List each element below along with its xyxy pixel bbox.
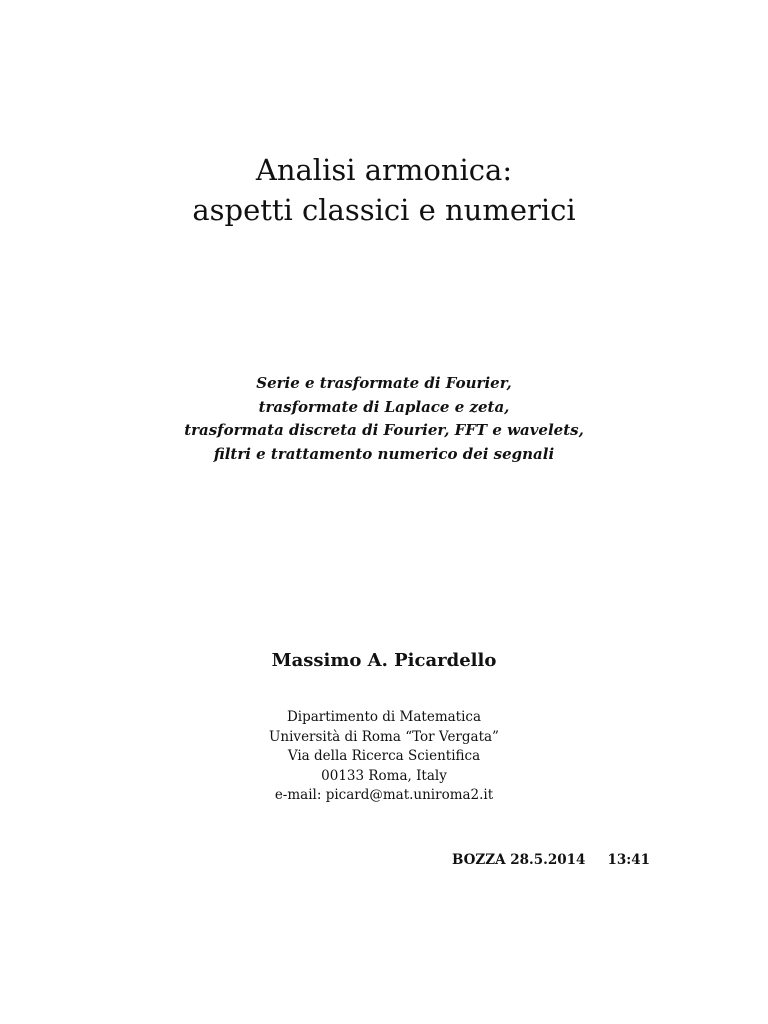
affiliation-email: e-mail: picard@mat.uniroma2.it bbox=[274, 787, 494, 803]
draft-label: BOZZA 28.5.2014 bbox=[451, 852, 586, 868]
subtitle-line-1: Serie e trasformate di Fourier, bbox=[256, 374, 512, 392]
document-title bbox=[0, 150, 768, 230]
affiliation-university: Università di Roma “Tor Vergata” bbox=[269, 728, 499, 745]
draft-time: 13:41 bbox=[607, 852, 650, 868]
affiliation-department: Dipartimento di Matematica bbox=[286, 709, 482, 725]
affiliation-city: 00133 Roma, Italy bbox=[321, 767, 447, 784]
subtitle-line-4: filtri e trattamento numerico dei segnali bbox=[213, 444, 555, 463]
author-name: Massimo A. Picardello bbox=[271, 650, 497, 671]
draft-stamp bbox=[452, 850, 650, 870]
author-affiliation bbox=[0, 708, 768, 806]
document-subtitle bbox=[0, 372, 768, 466]
subtitle-line-3: trasformata discreta di Fourier, FFT e wavelets, bbox=[184, 421, 584, 439]
subtitle-line-2: trasformate di Laplace e zeta, bbox=[258, 397, 510, 416]
title-line-1: Analisi armonica: bbox=[255, 153, 513, 187]
title-line-2: aspetti classici e numerici bbox=[192, 193, 576, 227]
affiliation-street: Via della Ricerca Scientifica bbox=[287, 748, 481, 764]
